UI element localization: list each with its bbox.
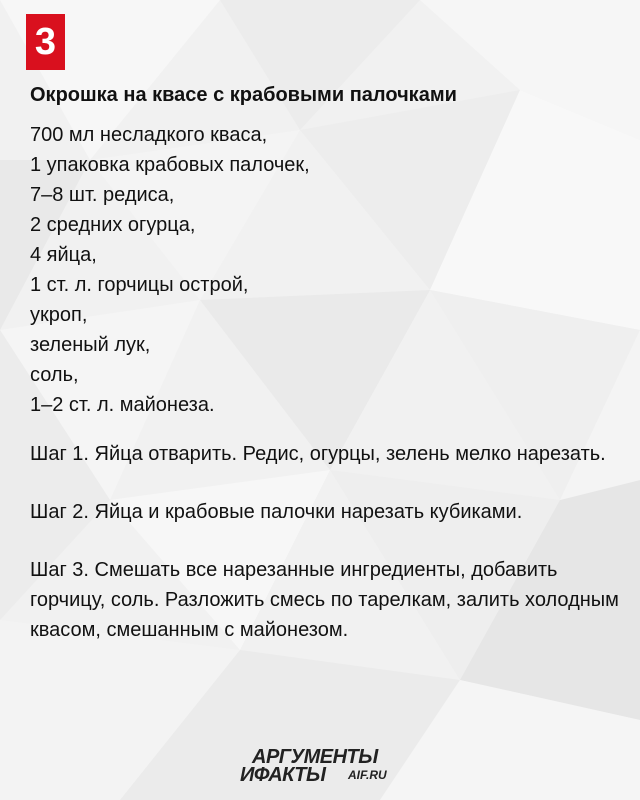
ingredient-item: 4 яйца, [30, 244, 97, 266]
step-number-badge [26, 14, 65, 70]
logo-line-2: ИФАКТЫ [240, 764, 326, 786]
ingredient-item: 7–8 шт. редиса, [30, 184, 175, 206]
step-1: Шаг 1. Яйца отварить. Редис, огурцы, зелень мелко нарезать. [30, 443, 606, 465]
step-number: 3 [34, 20, 57, 63]
ingredient-item: 1 ст. л. горчицы острой, [30, 274, 249, 296]
recipe-steps [30, 439, 625, 673]
ingredient-item: 2 средних огурца, [30, 214, 196, 236]
recipe-title: Окрошка на квасе с крабовыми палочками [30, 84, 457, 106]
step-2: Шаг 2. Яйца и крабовые палочки нарезать кубиками. [30, 501, 523, 523]
logo-line-1: АРГУМЕНТЫ [252, 746, 378, 768]
logo-site: AIF.RU [348, 768, 387, 782]
ingredient-item: 1–2 ст. л. майонеза. [30, 394, 215, 416]
ingredient-item: 700 мл несладкого кваса, [30, 124, 268, 146]
ingredients-list [30, 120, 620, 420]
ingredient-item: укроп, [30, 304, 88, 326]
ingredient-item: зеленый лук, [30, 334, 151, 356]
ingredient-item: 1 упаковка крабовых палочек, [30, 154, 310, 176]
aif-logo [240, 746, 410, 788]
step-3: Шаг 3. Смешать все нарезанные ингредиенты, добавить горчицу, соль. Разложить смесь по тарелкам, залить холодным квасом, смешанным с майонезом. [30, 559, 619, 641]
ingredient-item: соль, [30, 364, 79, 386]
